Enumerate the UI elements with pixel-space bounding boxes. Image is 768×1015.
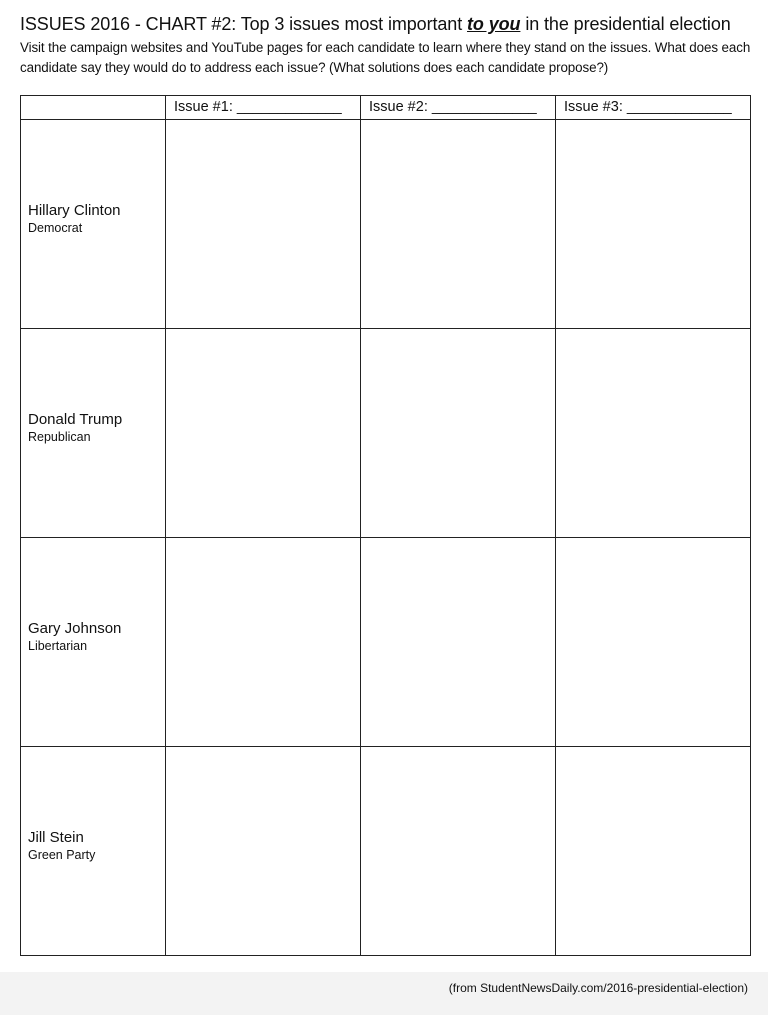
candidate-name: Gary Johnson: [28, 619, 122, 637]
answer-cell-issue-1[interactable]: [166, 329, 361, 538]
table-row-stein: [21, 747, 751, 956]
candidate-party: Green Party: [28, 847, 96, 862]
candidate-party: Democrat: [28, 220, 83, 235]
candidate-cell: [21, 329, 166, 538]
candidate-name: Hillary Clinton: [28, 201, 121, 219]
issues-chart-table: [20, 95, 751, 956]
answer-cell-issue-2[interactable]: [361, 120, 556, 329]
answer-cell-issue-3[interactable]: [556, 120, 751, 329]
page-footer: [0, 972, 768, 1015]
candidate-party: Republican: [28, 429, 91, 444]
answer-cell-issue-2[interactable]: [361, 747, 556, 956]
candidate-name: Jill Stein: [28, 828, 84, 846]
table-row-clinton: [21, 120, 751, 329]
source-credit: (from StudentNewsDaily.com/2016-presidential-election): [448, 981, 748, 995]
title-prefix: ISSUES 2016 - CHART #2: Top 3 issues most important: [20, 14, 468, 34]
answer-cell-issue-3[interactable]: [556, 538, 751, 747]
answer-cell-issue-1[interactable]: [166, 747, 361, 956]
answer-cell-issue-3[interactable]: [556, 329, 751, 538]
table-row-johnson: [21, 538, 751, 747]
header-issue-3: Issue #3: _____________: [556, 96, 751, 120]
header-corner-cell: [21, 96, 166, 120]
answer-cell-issue-1[interactable]: [166, 120, 361, 329]
answer-cell-issue-2[interactable]: [361, 538, 556, 747]
answer-cell-issue-3[interactable]: [556, 747, 751, 956]
header-issue-1: Issue #1: _____________: [166, 96, 361, 120]
page-title: [20, 13, 731, 35]
candidate-cell: [21, 747, 166, 956]
answer-cell-issue-2[interactable]: [361, 329, 556, 538]
answer-cell-issue-1[interactable]: [166, 538, 361, 747]
title-suffix: in the presidential election: [520, 14, 731, 34]
candidate-cell: [21, 120, 166, 329]
table-row-trump: [21, 329, 751, 538]
candidate-party: Libertarian: [28, 638, 88, 653]
header-issue-2: Issue #2: _____________: [361, 96, 556, 120]
candidate-cell: [21, 538, 166, 747]
title-emphasis: to you: [467, 14, 521, 34]
instructions-text: Visit the campaign websites and YouTube pages for each candidate to learn where they stand on the issues. What does each candidate say they would do to address each issue? (What solutions does each candidate propose?): [20, 40, 751, 75]
table-header-row: [21, 96, 751, 120]
candidate-name: Donald Trump: [28, 410, 123, 428]
